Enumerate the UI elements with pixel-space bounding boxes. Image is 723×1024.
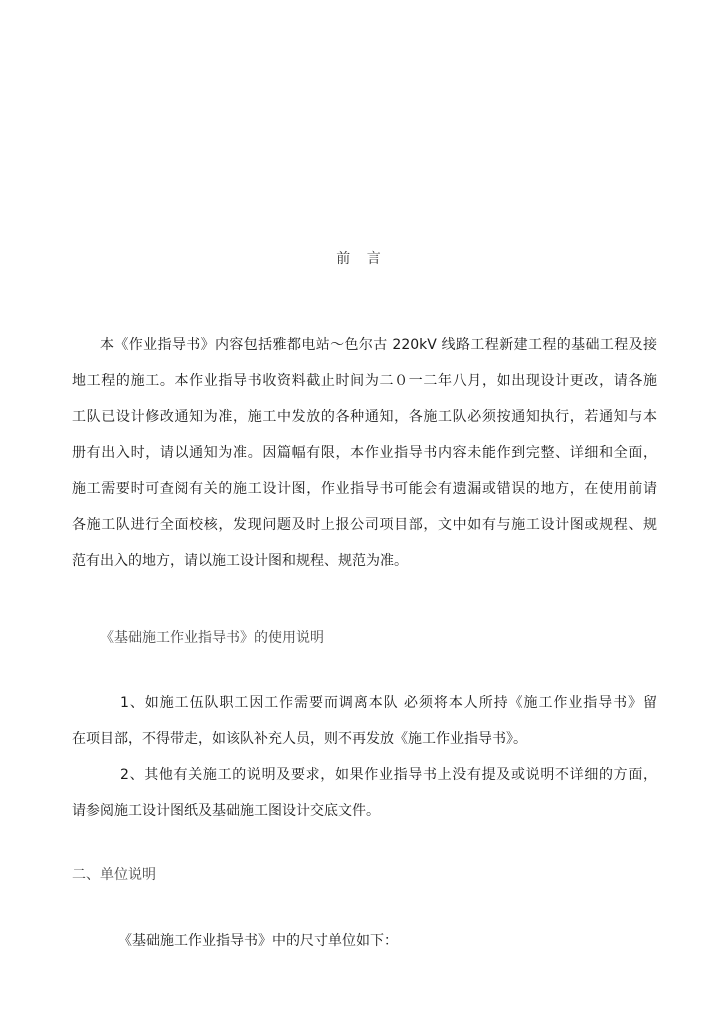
- usage-item-line: 2、其他有关施工的说明及要求，如果作业指导书上没有提及或说明不详细的方面，: [120, 767, 657, 783]
- usage-item-2: [72, 757, 657, 829]
- intro-line: 范有出入的地方，请以施工设计图和规程、规范为准。: [72, 553, 408, 569]
- usage-item-line: 在项目部，不得带走，如该队补充人员，则不再发放《施工作业指导书》。: [72, 731, 527, 747]
- intro-line: 施工需要时可查阅有关的施工设计图，作业指导书可能会有遗漏或错误的地方，在使用前请: [72, 481, 657, 497]
- page-title: 前 言: [336, 251, 387, 267]
- usage-item-line: 1、如施工伍队职工因工作需要而调离本队 必须将本人所持《施工作业指导书》留: [120, 695, 657, 711]
- intro-line: 册有出入时，请以通知为准。因篇幅有限，本作业指导书内容未能作到完整、详细和全面，: [72, 445, 657, 461]
- intro-paragraph: [72, 327, 657, 579]
- section-heading-usage: 《基础施工作业指导书》的使用说明: [100, 630, 324, 646]
- units-paragraph: 《基础施工作业指导书》中的尺寸单位如下：: [118, 933, 398, 949]
- usage-item-1: [72, 685, 657, 757]
- intro-line: 工队已设计修改通知为准，施工中发放的各种通知，各施工队必须按通知执行，若通知与本: [72, 409, 657, 425]
- intro-line: 各施工队进行全面校核，发现问题及时上报公司项目部，文中如有与施工设计图或规程、规: [72, 517, 657, 533]
- intro-line: 本《作业指导书》内容包括雅都电站～色尔古 220kV 线路工程新建工程的基础工程及接: [100, 337, 657, 353]
- section-heading-units: 二、单位说明: [72, 867, 156, 883]
- intro-line: 地工程的施工。本作业指导书收资料截止时间为二０一二年八月，如出现设计更改，请各施: [72, 373, 657, 389]
- usage-item-line: 请参阅施工设计图纸及基础施工图设计交底文件。: [72, 803, 380, 819]
